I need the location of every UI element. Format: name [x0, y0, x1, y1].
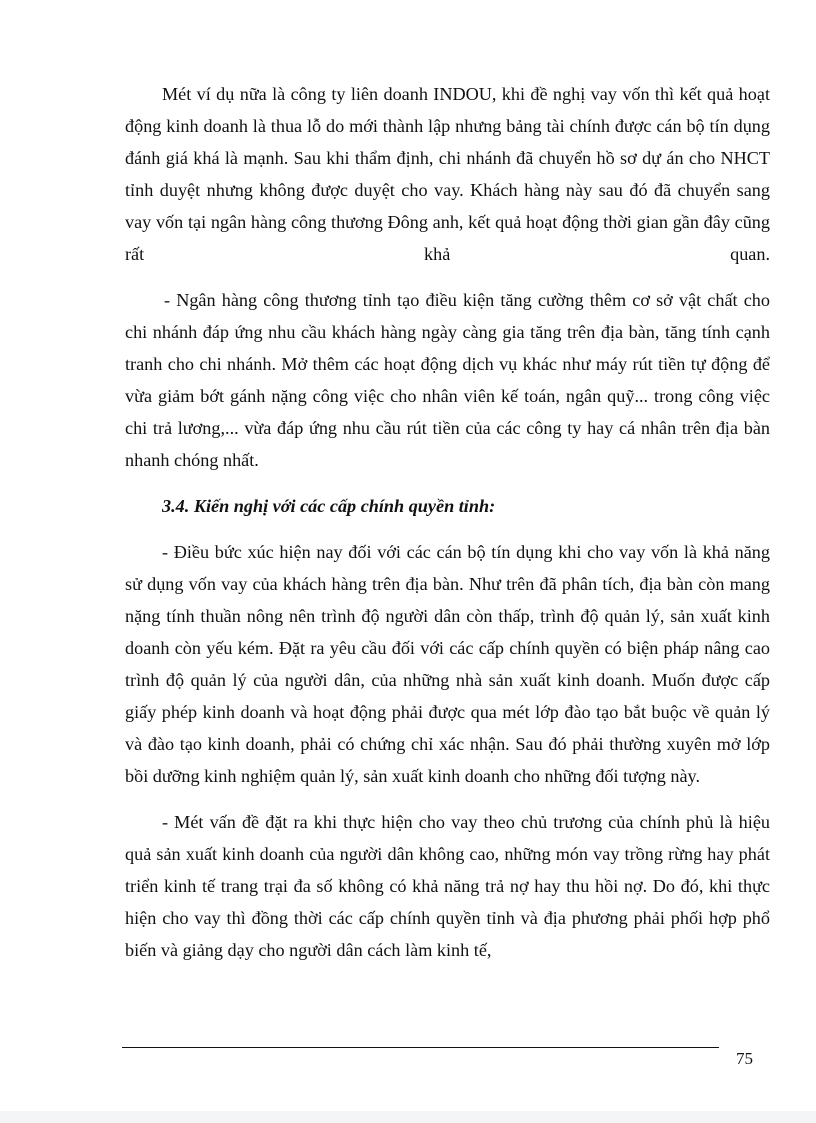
paragraph-government-lending: - Mét vấn đề đặt ra khi thực hiện cho vay theo chủ trương của chính phủ là hiệu quả sản xuất kinh doanh của người dân không cao, những món vay trồng rừng hay phát triển kinh tế trang trại đa số không có khả năng trả nợ hay thu hồi nợ. Do đó, khi thực hiện cho vay thì đồng thời các cấp chính quyền tỉnh và địa phương phải phối hợp phổ biến và giảng dạy cho người dân cách làm kinh tế,	[125, 812, 770, 960]
section-heading: 3.4. Kiến nghị với các cấp chính quyền tỉnh:	[162, 496, 496, 516]
body-text	[125, 78, 770, 980]
page-bottom-band	[0, 1111, 816, 1123]
paragraph-provincial-bank: - Ngân hàng công thương tỉnh tạo điều kiện tăng cường thêm cơ sở vật chất cho chi nhánh đáp ứng nhu cầu khách hàng ngày càng gia tăng trên địa bàn, tăng tính cạnh tranh cho chi nhánh. Mở thêm các hoạt động dịch vụ khác như máy rút tiền tự động để vừa giảm bớt gánh nặng công việc cho nhân viên kế toán, ngân quỹ... trong công việc chi trả lương,... vừa đáp ứng nhu cầu rút tiền của các công ty hay cá nhân trên địa bàn nhanh chóng nhất.	[125, 290, 770, 470]
paragraph-indou-example: Mét ví dụ nữa là công ty liên doanh INDOU, khi đề nghị vay vốn thì kết quả hoạt động kinh doanh là thua lỗ do mới thành lập nhưng bảng tài chính được cán bộ tín dụng đánh giá khá là mạnh. Sau khi thẩm định, chi nhánh đã chuyển hồ sơ dự án cho NHCT tỉnh duyệt nhưng không được duyệt cho vay. Khách hàng này sau đó đã chuyển sang vay vốn tại ngân hàng công thương Đông anh, kết quả hoạt động thời gian gần đây cũng rất khả quan.	[125, 84, 770, 264]
paragraph-borrower-capacity: - Điều bức xúc hiện nay đối với các cán bộ tín dụng khi cho vay vốn là khả năng sử dụng vốn vay của khách hàng trên địa bàn. Như trên đã phân tích, địa bàn còn mang nặng tính thuần nông nên trình độ người dân còn thấp, trình độ quản lý, sản xuất kinh doanh còn yếu kém. Đặt ra yêu cầu đối với các cấp chính quyền có biện pháp nâng cao trình độ quản lý của người dân, của những nhà sản xuất kinh doanh. Muốn được cấp giấy phép kinh doanh và hoạt động phải được qua mét lớp đào tạo bắt buộc về quản lý và đào tạo kinh doanh, phải có chứng chỉ xác nhận. Sau đó phải thường xuyên mở lớp bồi dưỡng kinh nghiệm quản lý, sản xuất kinh doanh cho những đối tượng này.	[125, 542, 770, 786]
footer-rule	[122, 1047, 719, 1048]
page-number: 75	[736, 1049, 753, 1068]
